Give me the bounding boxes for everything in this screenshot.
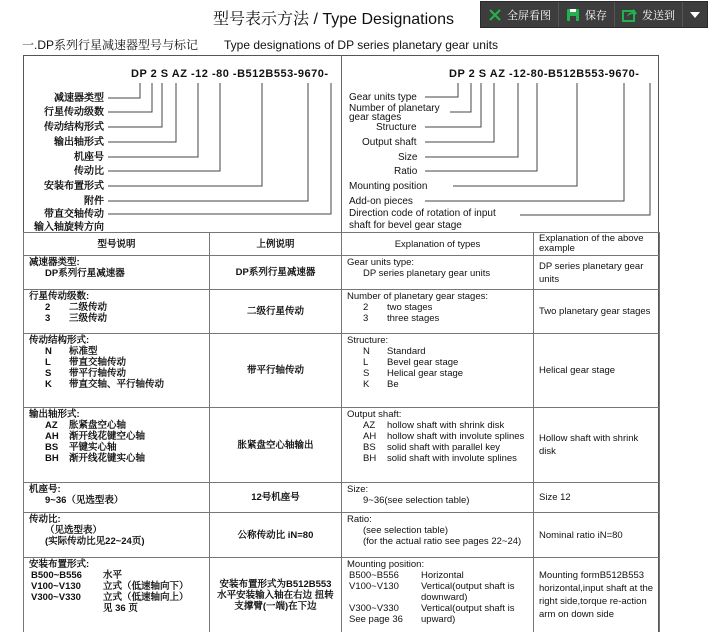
table-row <box>24 513 660 558</box>
code-label-en: shaft for bevel gear stage <box>349 220 462 231</box>
type-explanation-en <box>342 290 534 334</box>
leader-lines <box>0 0 720 240</box>
example-en: Size 12 <box>534 483 660 513</box>
item-text: DP series planetary gear units <box>363 268 491 279</box>
example-cn: 胀紧盘空心轴输出 <box>210 408 342 483</box>
cell-item <box>29 453 204 464</box>
code-label-cn: 行星传动级数 <box>44 107 104 118</box>
cell-title: Mounting position: <box>347 559 425 570</box>
table-row <box>24 256 660 290</box>
item-code: 3 <box>363 313 369 324</box>
header-type-en: Explanation of types <box>342 233 534 256</box>
item-text: 胀紧盘空心轴 <box>69 420 127 431</box>
item-text: DP系列行星减速器 <box>45 268 125 279</box>
code-label-cn: 输出轴形式 <box>54 137 104 148</box>
cell-item <box>347 442 528 453</box>
table-row <box>24 558 660 632</box>
code-label-cn: 机座号 <box>74 152 104 163</box>
example-cn: 安装布置形式为B512B553 水平安装输入轴在右边 扭转支撑臂(一端)在下边 <box>210 558 342 632</box>
cell-item <box>347 614 528 625</box>
item-text: upward) <box>421 614 456 625</box>
cell-item <box>29 313 204 324</box>
item-code: BS <box>363 442 376 453</box>
type-explanation-cn <box>24 513 210 558</box>
cell-item <box>29 379 204 390</box>
item-text: 三级传动 <box>69 313 108 324</box>
cell-item <box>347 431 528 442</box>
type-explanation-en <box>342 408 534 483</box>
type-explanation-cn <box>24 408 210 483</box>
cell-title: Structure: <box>347 335 389 346</box>
cell-item <box>347 570 528 581</box>
code-label-cn: 减速器类型 <box>54 93 104 104</box>
item-text: 标准型 <box>69 346 98 357</box>
cell-title: Gear units type: <box>347 257 415 268</box>
cell-item <box>347 346 528 357</box>
cell-item <box>347 536 528 547</box>
type-explanation-cn <box>24 256 210 290</box>
fullscreen-icon <box>488 8 502 22</box>
header-type-cn: 型号说明 <box>24 233 210 256</box>
item-code: BH <box>363 453 377 464</box>
item-code: BH <box>45 453 59 464</box>
cell-item <box>29 268 204 279</box>
cell-item <box>29 302 204 313</box>
item-text: 立式（低速轴向上） <box>103 592 189 603</box>
header-example-cn: 上例说明 <box>210 233 342 256</box>
item-code: N <box>45 346 52 357</box>
item-code: AZ <box>45 420 58 431</box>
cell-item <box>29 368 204 379</box>
save-icon <box>566 8 580 22</box>
type-explanation-cn <box>24 334 210 408</box>
cell-item <box>347 453 528 464</box>
table-row <box>24 290 660 334</box>
cell-item <box>347 525 528 536</box>
item-code: BS <box>45 442 59 453</box>
item-code: N <box>363 346 370 357</box>
header-example-en: Explanation of the above example <box>534 233 660 256</box>
item-code: AH <box>363 431 377 442</box>
code-label-cn: 输入轴旋转方向 <box>34 222 104 233</box>
item-text: 渐开线花键空心轴 <box>69 431 146 442</box>
item-code: V300~V330 <box>349 603 399 614</box>
item-text: two stages <box>387 302 433 313</box>
item-code: V300~V330 <box>31 592 81 603</box>
item-code: L <box>45 357 51 368</box>
item-text: solid shaft with parallel key <box>387 442 500 453</box>
fullscreen-label: 全屏看图 <box>507 9 551 22</box>
cell-title: 机座号: <box>29 484 61 495</box>
item-text: 带直交轴、平行轴传动 <box>69 379 165 390</box>
item-code: K <box>363 379 370 390</box>
item-text: 立式（低速轴向下） <box>103 581 189 592</box>
example-en: DP series planetary gear units <box>534 256 660 290</box>
share-icon <box>622 8 637 22</box>
item-text: 渐开线花键实心轴 <box>69 453 146 464</box>
type-explanation-cn <box>24 558 210 632</box>
code-label-en: Mounting position <box>349 181 428 192</box>
send-to-button[interactable] <box>615 2 683 27</box>
code-label-en: Ratio <box>394 166 418 177</box>
type-explanation-en <box>342 483 534 513</box>
save-label: 保存 <box>585 9 607 22</box>
item-text: 带平行轴传动 <box>69 368 127 379</box>
cell-item <box>347 313 528 324</box>
cell-title: Ratio: <box>347 514 372 525</box>
cell-item <box>29 525 204 536</box>
cell-item <box>347 581 528 603</box>
item-code: B500~B556 <box>349 570 399 581</box>
item-text: Horizontal <box>421 570 464 581</box>
item-text: three stages <box>387 313 440 324</box>
code-label-cn: 带直交轴传动 <box>44 209 104 220</box>
fullscreen-button[interactable] <box>481 2 559 27</box>
cell-item <box>29 581 204 592</box>
code-label-cn: 安装布置形式 <box>44 181 104 192</box>
code-label-cn: 传动结构形式 <box>44 122 104 133</box>
cell-title: Size: <box>347 484 369 495</box>
table-row <box>24 483 660 513</box>
item-text: 9~36(see selection table) <box>363 495 470 506</box>
cell-item <box>347 495 528 506</box>
item-text: solid shaft with involute splines <box>387 453 517 464</box>
item-code: L <box>363 357 369 368</box>
save-button[interactable] <box>559 2 615 27</box>
subtitle-en: Type designations of DP series planetary gear units <box>224 38 498 52</box>
item-text: (for the actual ratio see pages 22~24) <box>363 536 522 547</box>
item-code: 3 <box>45 313 51 324</box>
cell-item <box>347 368 528 379</box>
code-label-en: Gear units type <box>349 92 417 103</box>
cell-item <box>347 420 528 431</box>
item-text: (实际传动比见22~24页) <box>45 536 145 547</box>
code-label-en: Output shaft <box>362 137 417 148</box>
dropdown-icon <box>690 12 700 18</box>
cell-title: 传动比: <box>29 514 61 525</box>
item-code: V100~V130 <box>31 581 81 592</box>
item-text: 9~36（见选型表） <box>45 495 124 506</box>
cell-item <box>29 431 204 442</box>
item-text: hollow shaft with shrink disk <box>387 420 505 431</box>
code-label-en: gear stages <box>349 112 402 123</box>
cell-item <box>29 603 204 614</box>
type-explanation-cn <box>24 290 210 334</box>
code-label-en: Direction code of rotation of input <box>349 208 496 219</box>
table-row <box>24 408 660 483</box>
cell-title: 安装布置形式: <box>29 559 90 570</box>
code-label-cn: 附件 <box>84 196 104 207</box>
type-explanation-en <box>342 334 534 408</box>
code-label-en: Size <box>398 152 418 163</box>
cell-item <box>29 420 204 431</box>
example-cn: 公称传动比 iN=80 <box>210 513 342 558</box>
cell-item <box>347 379 528 390</box>
example-cn: DP系列行星减速器 <box>210 256 342 290</box>
item-code: See page 36 <box>349 614 403 625</box>
type-explanation-en <box>342 256 534 290</box>
designation-table <box>23 232 660 632</box>
type-code-cn: DP 2 S AZ -12 -80 -B512B553-9670- <box>131 68 329 80</box>
cell-item <box>29 357 204 368</box>
example-en: Two planetary gear stages <box>534 290 660 334</box>
example-cn: 二级行星传动 <box>210 290 342 334</box>
code-label-cn: 传动比 <box>74 166 104 177</box>
page-title: 型号表示方法 / Type Designations <box>213 11 454 28</box>
type-explanation-cn <box>24 483 210 513</box>
item-text: 二级传动 <box>69 302 108 313</box>
item-text: 带直交轴传动 <box>69 357 127 368</box>
cell-title: 行星传动级数: <box>29 291 90 302</box>
cell-item <box>347 603 528 614</box>
item-text: Vertical(output shaft is downward) <box>421 581 515 603</box>
table-row <box>24 334 660 408</box>
cell-title: 输出轴形式: <box>29 409 80 420</box>
cell-item <box>29 570 204 581</box>
item-text: 水平 <box>103 570 123 581</box>
subtitle-cn: 一.DP系列行星减速器型号与标记 <box>22 38 199 52</box>
code-label-en: Number of planetary <box>349 103 440 114</box>
item-text: （见选型表） <box>45 525 103 536</box>
cell-title: Number of planetary gear stages: <box>347 291 488 302</box>
item-text: (see selection table) <box>363 525 449 536</box>
type-explanation-en <box>342 558 534 632</box>
item-code: B500~B556 <box>31 570 82 581</box>
item-text: 见 36 页 <box>103 603 138 614</box>
item-text: Standard <box>387 346 426 357</box>
cell-item <box>29 536 204 547</box>
image-toolbar <box>480 1 708 28</box>
item-text: hollow shaft with involute splines <box>387 431 525 442</box>
cell-item <box>29 495 204 506</box>
type-code-en: DP 2 S AZ -12-80-B512B553-9670- <box>449 68 640 80</box>
cell-item <box>347 302 528 313</box>
cell-item <box>347 357 528 368</box>
example-cn: 12号机座号 <box>210 483 342 513</box>
item-text: Vertical(output shaft is <box>421 603 515 614</box>
example-en: Mounting formB512B553 horizontal,input shaft at the right side,torque re-action arm on down side <box>534 558 660 632</box>
item-text: Bevel gear stage <box>387 357 459 368</box>
send-to-label: 发送到 <box>642 9 675 22</box>
item-code: S <box>363 368 370 379</box>
item-text: Helical gear stage <box>387 368 464 379</box>
item-code: S <box>45 368 52 379</box>
item-text: 平键实心轴 <box>69 442 117 453</box>
example-en: Helical gear stage <box>534 334 660 408</box>
item-code: 2 <box>363 302 369 313</box>
item-code: K <box>45 379 52 390</box>
cell-title: 减速器类型: <box>29 257 80 268</box>
item-text: Be <box>387 379 399 390</box>
type-explanation-en <box>342 513 534 558</box>
cell-item <box>29 592 204 603</box>
example-en: Hollow shaft with shrink disk <box>534 408 660 483</box>
item-code: V100~V130 <box>349 581 399 592</box>
code-label-en: Add-on pieces <box>349 196 413 207</box>
cell-item <box>29 442 204 453</box>
cell-item <box>347 268 528 279</box>
example-en: Nominal ratio iN=80 <box>534 513 660 558</box>
dropdown-button[interactable] <box>683 2 707 27</box>
item-code: AZ <box>363 420 376 431</box>
cell-title: 传动结构形式: <box>29 335 90 346</box>
item-code: 2 <box>45 302 51 313</box>
cell-title: Output shaft: <box>347 409 402 420</box>
item-code: AH <box>45 431 59 442</box>
cell-item <box>29 346 204 357</box>
example-cn: 带平行轴传动 <box>210 334 342 408</box>
code-label-en: Structure <box>376 122 417 133</box>
